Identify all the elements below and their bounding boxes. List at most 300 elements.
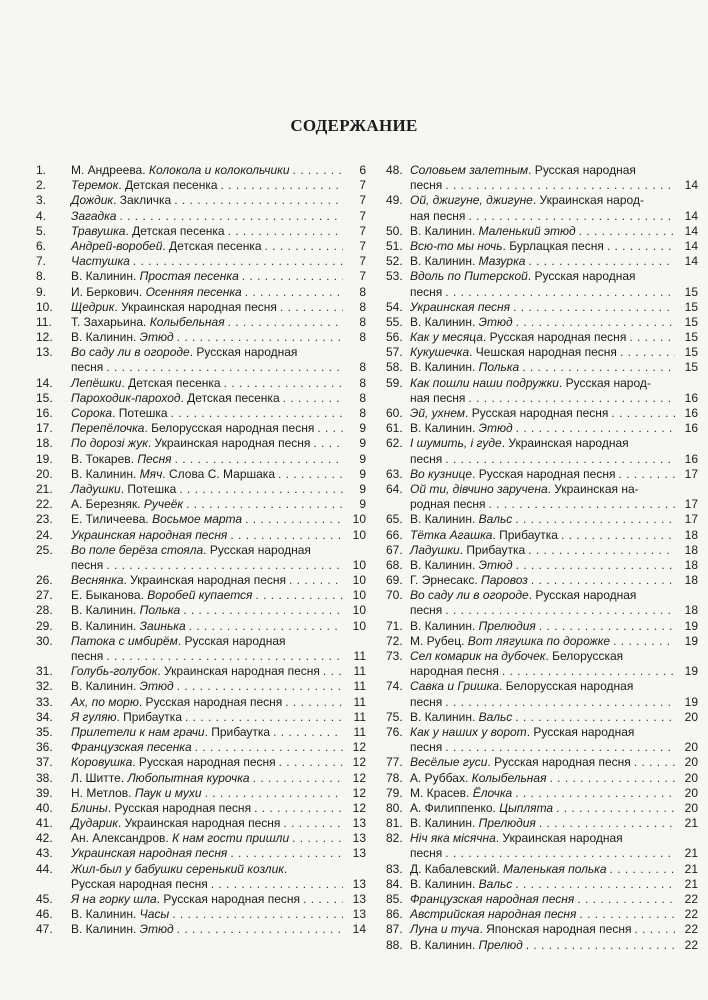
toc-entry-line <box>36 330 366 345</box>
entry-title-plain: В. Калинин. <box>71 466 140 481</box>
entry-number: 76. <box>386 724 403 739</box>
entry-title-italic: Украинская народная песня <box>71 846 228 861</box>
dot-leader <box>607 239 675 254</box>
toc-entry[interactable] <box>386 907 698 922</box>
toc-entry-line <box>386 497 698 512</box>
toc-entry[interactable] <box>36 862 366 892</box>
toc-entry[interactable] <box>36 467 366 482</box>
entry-title <box>71 436 310 451</box>
entry-title-italic: Восьмое марта <box>152 512 243 527</box>
toc-entry[interactable] <box>36 163 366 178</box>
entry-title <box>71 573 286 588</box>
toc-entry[interactable] <box>36 239 366 254</box>
entry-title-italic: Блины <box>71 800 108 815</box>
entry-title-italic: Паук и мухи <box>134 785 202 800</box>
toc-entry[interactable] <box>36 831 366 846</box>
toc-entry[interactable] <box>386 330 698 345</box>
toc-entry[interactable] <box>36 816 366 831</box>
page-number: 13 <box>352 831 366 846</box>
toc-entry[interactable] <box>386 710 698 725</box>
toc-entry-line <box>36 209 366 224</box>
toc-entry[interactable] <box>36 740 366 755</box>
page-number: 12 <box>352 770 366 785</box>
toc-entry-line <box>386 862 698 877</box>
toc-entry[interactable] <box>36 755 366 770</box>
dot-leader <box>522 360 675 375</box>
toc-entry[interactable] <box>36 269 366 284</box>
entry-number: 37. <box>36 755 53 770</box>
entry-title <box>71 467 275 482</box>
entry-title-italic: Мяч <box>139 466 163 481</box>
dot-leader <box>528 254 675 269</box>
toc-entry[interactable] <box>386 558 698 573</box>
toc-entry[interactable] <box>36 345 366 375</box>
toc-entry[interactable] <box>386 528 698 543</box>
entry-number: 13. <box>36 345 53 360</box>
toc-entry[interactable] <box>36 695 366 710</box>
entry-number: 38. <box>36 770 53 785</box>
dot-leader <box>313 436 343 451</box>
toc-entry[interactable] <box>36 285 366 300</box>
entry-number: 32. <box>36 679 53 694</box>
entry-title-plain: . Прибаутка <box>492 527 558 542</box>
entry-title-italic: Голубь-голубок <box>71 664 158 679</box>
toc-entry[interactable] <box>386 649 698 679</box>
dot-leader <box>185 710 343 725</box>
dot-leader <box>531 573 675 588</box>
page-number: 15 <box>684 360 698 375</box>
toc-entry-line <box>36 315 366 330</box>
page-number: 11 <box>353 664 366 679</box>
entry-title-plain: В. Калинин. <box>410 314 479 329</box>
entry-title-italic: Сорока <box>71 406 113 420</box>
dot-leader <box>177 922 343 937</box>
toc-entry[interactable] <box>386 877 698 892</box>
entry-number: 23. <box>36 512 53 527</box>
toc-entry-line <box>386 300 698 315</box>
toc-entry-line <box>386 801 698 816</box>
entry-title <box>71 588 252 603</box>
toc-entry-line <box>386 269 698 284</box>
toc-entry[interactable] <box>386 467 698 482</box>
entry-title <box>71 285 242 300</box>
toc-entry[interactable] <box>386 436 698 466</box>
entry-number: 18. <box>36 436 53 451</box>
entry-title-plain: . Русская народная песня <box>487 755 631 770</box>
entry-title-italic: Как у месяца <box>410 330 483 345</box>
entry-title <box>71 892 300 907</box>
entry-title-plain: . Русская народная <box>527 269 636 284</box>
page-number: 18 <box>684 603 698 618</box>
entry-title <box>410 816 536 831</box>
toc-entry-line <box>386 877 698 892</box>
toc-entry[interactable] <box>36 452 366 467</box>
toc-entry[interactable] <box>386 938 698 953</box>
dot-leader <box>292 831 343 846</box>
toc-entry[interactable] <box>36 421 366 436</box>
entry-title-plain: . Русская народная песня <box>107 800 252 815</box>
entry-title <box>71 634 286 649</box>
toc-entry[interactable] <box>36 543 366 573</box>
toc-entry[interactable] <box>386 300 698 315</box>
entry-number: 45. <box>36 892 53 906</box>
toc-entry[interactable] <box>36 664 366 679</box>
entry-title-plain: Н. Метлов. <box>71 785 135 800</box>
entry-number: 36. <box>36 740 53 755</box>
toc-entry-line <box>36 740 366 755</box>
entry-title-italic: Маленький этюд <box>478 223 576 238</box>
entry-number: 43. <box>36 846 53 861</box>
toc-entry[interactable] <box>386 406 698 421</box>
toc-entry[interactable] <box>386 892 698 907</box>
page-number: 19 <box>684 664 698 679</box>
page-number: 13 <box>352 846 366 861</box>
dot-leader <box>323 664 343 679</box>
toc-entry[interactable] <box>386 725 698 755</box>
entry-title <box>410 831 623 846</box>
toc-entry[interactable] <box>386 482 698 512</box>
toc-entry[interactable] <box>386 771 698 786</box>
entry-number: 46. <box>36 907 53 922</box>
entry-title-plain: . Украинская народная песня <box>114 299 277 314</box>
entry-title-italic: Ёлочка <box>472 785 513 800</box>
toc-entry-line <box>36 816 366 831</box>
entry-title <box>410 436 629 451</box>
toc-entry[interactable] <box>36 603 366 618</box>
entry-number: 27. <box>36 588 53 603</box>
dot-leader <box>611 406 675 421</box>
dot-leader <box>468 209 675 224</box>
entry-title-italic: Во кузнице <box>410 466 473 481</box>
entry-number: 49. <box>386 193 403 208</box>
toc-entry[interactable] <box>386 269 698 299</box>
entry-title-plain: . Русская народ- <box>558 375 651 390</box>
dot-leader <box>516 421 675 436</box>
toc-entry-line <box>36 543 366 558</box>
toc-entry[interactable] <box>386 315 698 330</box>
toc-entry[interactable] <box>36 634 366 664</box>
entry-title-italic: Вот лягушка по дорожке <box>467 633 611 648</box>
entry-title-italic: Прилетели к нам грачи <box>71 724 205 739</box>
entry-title <box>410 679 633 694</box>
toc-entry-line <box>36 345 366 360</box>
entry-title-plain: . Белорусская народная <box>499 679 634 694</box>
toc-entry[interactable] <box>386 239 698 254</box>
entry-title-italic: Песня <box>137 451 172 466</box>
entry-number: 57. <box>386 345 403 360</box>
entry-title <box>71 831 289 846</box>
toc-entry[interactable] <box>36 771 366 786</box>
toc-entry[interactable] <box>36 573 366 588</box>
dot-leader <box>445 695 675 710</box>
dot-leader <box>502 664 675 679</box>
entry-title-plain: . Потешка <box>120 481 177 496</box>
dot-leader <box>174 193 343 208</box>
entry-title-plain: В. Калинин. <box>71 618 140 633</box>
toc-entry[interactable] <box>36 619 366 634</box>
entry-title <box>71 239 262 254</box>
toc-entry[interactable] <box>386 831 698 861</box>
page-number: 19 <box>684 694 698 709</box>
entry-number: 58. <box>386 360 403 375</box>
entry-title <box>71 649 103 664</box>
toc-entry[interactable] <box>36 209 366 224</box>
entry-number: 54. <box>386 299 403 314</box>
dot-leader <box>106 360 343 375</box>
dot-leader <box>445 285 675 300</box>
toc-entry[interactable] <box>36 193 366 208</box>
entry-title-plain: В. Калинин. <box>410 816 479 831</box>
entry-title <box>71 163 290 178</box>
entry-title-italic: Как пошли наши подружки <box>410 375 559 390</box>
toc-entry[interactable] <box>36 254 366 269</box>
dot-leader <box>133 254 343 269</box>
dot-leader <box>189 619 343 634</box>
dot-leader <box>245 512 343 527</box>
entry-title-italic: Соловьем залетным <box>410 163 529 177</box>
dot-leader <box>539 816 675 831</box>
entry-title-plain: Русская народная песня <box>71 876 208 891</box>
entry-title <box>71 528 227 543</box>
entry-title-italic: Ніч яка місячна <box>410 831 496 846</box>
entry-title-plain: В. Калинин. <box>71 679 140 694</box>
toc-entry[interactable] <box>36 725 366 740</box>
toc-entry-line <box>386 649 698 664</box>
page-number: 10 <box>352 573 366 588</box>
entry-title-italic: Колокола и колокольчики <box>148 163 290 177</box>
dot-leader <box>317 421 343 436</box>
toc-entry[interactable] <box>386 786 698 801</box>
entry-number: 87. <box>386 922 403 937</box>
entry-title-plain: . Детская песенка <box>118 178 218 193</box>
entry-title-plain: песня <box>410 740 443 755</box>
page-number: 10 <box>352 512 366 527</box>
entry-title-italic: Этюд <box>139 330 174 345</box>
entry-title-italic: Луна и туча <box>410 922 480 937</box>
entry-title <box>410 406 608 421</box>
entry-number: 51. <box>386 238 403 253</box>
dot-leader <box>556 801 675 816</box>
entry-title <box>410 254 525 269</box>
entry-title-plain: Ан. Александров. <box>71 831 173 846</box>
dot-leader <box>618 467 675 482</box>
entry-title-plain: В. Калинин. <box>410 709 479 724</box>
dot-leader <box>106 649 343 664</box>
toc-entry-line <box>386 178 698 193</box>
page-number: 20 <box>684 785 698 800</box>
toc-entry[interactable] <box>36 710 366 725</box>
entry-title-italic: Колыбельная <box>471 770 547 785</box>
page-number: 16 <box>684 451 698 466</box>
entry-title <box>71 771 250 786</box>
page-number: 15 <box>684 345 698 360</box>
dot-leader <box>468 391 675 406</box>
entry-title <box>71 254 130 269</box>
toc-entry[interactable] <box>36 224 366 239</box>
toc-entry[interactable] <box>36 801 366 816</box>
entry-number: 70. <box>386 588 403 603</box>
toc-entry[interactable] <box>36 376 366 391</box>
entry-title-plain: В. Калинин. <box>410 512 479 527</box>
entry-number: 44. <box>36 861 53 876</box>
dot-leader <box>561 528 675 543</box>
toc-entry-line <box>36 163 366 178</box>
entry-title-italic: Вальс <box>478 709 513 724</box>
toc-entry-line <box>36 497 366 512</box>
toc-entry[interactable] <box>386 543 698 558</box>
dot-leader <box>228 315 343 330</box>
entry-number: 7. <box>36 254 47 269</box>
toc-entry[interactable] <box>386 360 698 375</box>
entry-number: 86. <box>386 907 403 922</box>
toc-entry[interactable] <box>386 862 698 877</box>
toc-entry-line <box>386 254 698 269</box>
toc-entry[interactable] <box>386 573 698 588</box>
toc-entry[interactable] <box>36 436 366 451</box>
toc-entry-line <box>386 558 698 573</box>
entry-title-italic: Кукушечка <box>410 345 470 360</box>
entry-number: 5. <box>36 223 47 238</box>
toc-entry[interactable] <box>36 922 366 937</box>
toc-entry[interactable] <box>36 892 366 907</box>
page-number: 14 <box>352 922 366 937</box>
page-number: 21 <box>684 846 698 861</box>
entry-title-italic: Лепёшки <box>71 375 122 390</box>
entry-number: 67. <box>386 542 403 557</box>
entry-number: 68. <box>386 557 403 572</box>
entry-title <box>410 285 442 300</box>
toc-entry[interactable] <box>36 406 366 421</box>
toc-entry[interactable] <box>36 391 366 406</box>
dot-leader <box>293 163 343 178</box>
entry-title <box>71 315 225 330</box>
entry-title-plain: В. Калинин. <box>410 876 479 891</box>
dot-leader <box>303 892 343 907</box>
toc-entry[interactable] <box>36 846 366 861</box>
entry-title <box>71 391 280 406</box>
toc-entry[interactable] <box>36 315 366 330</box>
entry-title-italic: Савка и Гришка <box>410 679 500 694</box>
page-number: 9 <box>359 497 366 512</box>
entry-number: 77. <box>386 755 403 770</box>
toc-entry[interactable] <box>386 755 698 770</box>
toc-entry[interactable] <box>36 482 366 497</box>
dot-leader <box>579 224 675 239</box>
toc-entry[interactable] <box>386 421 698 436</box>
toc-entry[interactable] <box>36 588 366 603</box>
toc-entry[interactable] <box>36 512 366 527</box>
toc-entry[interactable] <box>36 178 366 193</box>
page-number: 13 <box>352 876 366 891</box>
toc-entry[interactable] <box>36 528 366 543</box>
toc-entry[interactable] <box>386 801 698 816</box>
toc-entry-line <box>36 771 366 786</box>
entry-number: 65. <box>386 512 403 527</box>
dot-leader <box>278 467 343 482</box>
entry-title-plain: . Чешская народная песня <box>469 345 617 360</box>
dot-leader <box>224 376 343 391</box>
entry-title-plain: . Украинская народная песня <box>157 664 320 679</box>
page-number: 7 <box>359 178 366 193</box>
toc-entry[interactable] <box>386 345 698 360</box>
toc-entry[interactable] <box>386 376 698 406</box>
page-number: 8 <box>359 406 366 420</box>
toc-entry-line <box>386 922 698 937</box>
entry-number: 83. <box>386 861 403 876</box>
entry-title-plain: В. Калинин. <box>410 254 479 269</box>
toc-entry[interactable] <box>386 619 698 634</box>
page-number: 10 <box>352 603 366 618</box>
entry-title-italic: Всю-то мы ночь <box>410 238 503 253</box>
page-number: 9 <box>359 436 366 451</box>
entry-title <box>71 421 314 436</box>
toc-entry[interactable] <box>386 634 698 649</box>
page-number: 22 <box>684 907 698 922</box>
toc-entry[interactable] <box>36 907 366 922</box>
entry-number: 3. <box>36 193 47 208</box>
entry-title-plain: . Русская народная песня <box>156 892 301 906</box>
toc-entry[interactable] <box>36 300 366 315</box>
entry-number: 88. <box>386 937 403 952</box>
entry-title <box>71 619 186 634</box>
entry-title <box>410 603 442 618</box>
entry-title <box>410 193 644 208</box>
entry-number: 41. <box>36 816 53 831</box>
entry-number: 64. <box>386 481 403 496</box>
toc-entry-line <box>36 649 366 664</box>
entry-title-italic: Полька <box>139 603 181 618</box>
toc-entry-line <box>36 239 366 254</box>
toc-entry[interactable] <box>36 497 366 512</box>
toc-entry[interactable] <box>386 224 698 239</box>
dot-leader <box>620 345 675 360</box>
entry-title-plain: . Русская народная <box>526 724 635 739</box>
toc-entry[interactable] <box>386 679 698 709</box>
entry-title-italic: Вальс <box>478 876 513 891</box>
entry-title-plain: Т. Захарьина. <box>71 314 150 329</box>
toc-entry[interactable] <box>36 679 366 694</box>
toc-entry[interactable] <box>386 254 698 269</box>
page-number: 7 <box>359 269 366 284</box>
page-number: 11 <box>353 694 366 709</box>
toc-entry-line <box>386 938 698 953</box>
toc-entry-line <box>386 619 698 634</box>
entry-title-plain: песня <box>410 178 443 193</box>
entry-number: 8. <box>36 269 47 284</box>
entry-title-italic: Этюд <box>139 679 174 694</box>
toc-entry-line <box>36 178 366 193</box>
toc-entry[interactable] <box>386 163 698 193</box>
page-number: 7 <box>359 238 366 253</box>
dot-leader <box>179 482 343 497</box>
toc-entry[interactable] <box>36 786 366 801</box>
entry-title-plain: М. Андреева. <box>71 163 149 177</box>
entry-number: 19. <box>36 451 53 466</box>
toc-entry[interactable] <box>386 922 698 937</box>
toc-entry[interactable] <box>36 330 366 345</box>
entry-title-plain: . Японская народная песня <box>479 922 632 937</box>
entry-title-plain: . Прибаутка <box>204 724 271 739</box>
toc-entry[interactable] <box>386 816 698 831</box>
entry-title <box>71 512 242 527</box>
toc-entry[interactable] <box>386 588 698 618</box>
entry-number: 34. <box>36 709 53 724</box>
toc-entry[interactable] <box>386 512 698 527</box>
entry-number: 82. <box>386 831 403 846</box>
toc-entry-line <box>36 801 366 816</box>
entry-title <box>410 391 465 406</box>
toc-entry[interactable] <box>386 193 698 223</box>
